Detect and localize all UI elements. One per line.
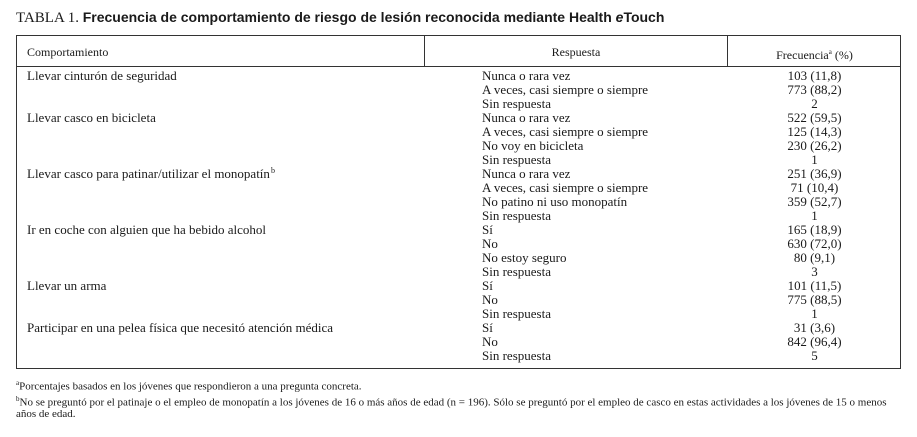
response-cell: Nunca o rara vez <box>482 110 571 125</box>
response-cell: A veces, casi siempre o siempre <box>482 82 649 97</box>
frequency-cell: 101 (11,5) <box>787 278 842 293</box>
table-row <box>17 97 900 111</box>
response-cell: Sin respuesta <box>482 264 551 279</box>
header-frequency: Frecuencia$^a$ (%) <box>776 48 853 62</box>
table-row <box>17 237 900 251</box>
response-cell: No voy en bicicleta <box>482 138 584 153</box>
frequency-cell: 125 (14,3) <box>787 124 842 139</box>
frequency-cell: 522 (59,5) <box>787 110 842 125</box>
response-cell: Sin respuesta <box>482 208 551 223</box>
table-row <box>17 251 900 265</box>
footnote-a: $^a$Porcentajes basados en los jóvenes que respondieron a una pregunta concreta. <box>16 379 362 393</box>
frequency-cell: 842 (96,4) <box>787 334 842 349</box>
table-row <box>17 195 900 209</box>
response-cell: No <box>482 236 498 251</box>
response-cell: No <box>482 334 498 349</box>
table-row <box>17 279 900 293</box>
table-row <box>17 153 900 167</box>
header-response: Respuesta <box>424 36 728 66</box>
table-row <box>17 293 900 307</box>
frequency-cell: 31 (3,6) <box>793 320 836 335</box>
frequency-cell: 1 <box>811 208 818 223</box>
frequency-cell: 359 (52,7) <box>787 194 842 209</box>
behavior-cell: Llevar un arma <box>27 278 107 293</box>
table-caption: Frecuencia de comportamiento de riesgo de lesión reconocida mediante Health eTouch <box>82 9 665 25</box>
response-cell: Sí <box>482 320 493 335</box>
frequency-cell: 230 (26,2) <box>787 138 842 153</box>
table-row <box>17 349 900 363</box>
behavior-cell: Llevar casco en bicicleta <box>27 110 156 125</box>
behavior-cell: Ir en coche con alguien que ha bebido alcohol <box>27 222 266 237</box>
frequency-cell: 1 <box>811 152 818 167</box>
response-cell: No estoy seguro <box>482 250 567 265</box>
response-cell: Sin respuesta <box>482 96 551 111</box>
table-row <box>17 111 900 125</box>
frequency-cell: 630 (72,0) <box>787 236 842 251</box>
frequency-cell: 1 <box>811 306 818 321</box>
frequency-cell: 773 (88,2) <box>787 82 842 97</box>
response-cell: A veces, casi siempre o siempre <box>482 124 649 139</box>
behavior-cell: Llevar cinturón de seguridad <box>27 68 177 83</box>
table-row <box>17 265 900 279</box>
table-row <box>17 139 900 153</box>
frequency-cell: 165 (18,9) <box>787 222 842 237</box>
table-row <box>17 181 900 195</box>
response-cell: Sin respuesta <box>482 348 551 363</box>
table-row <box>17 321 900 335</box>
table-row <box>17 335 900 349</box>
frequency-cell: 71 (10,4) <box>790 180 839 195</box>
table-row <box>17 69 900 83</box>
table-row <box>17 209 900 223</box>
table-header <box>17 36 900 67</box>
table-row <box>17 307 900 321</box>
response-cell: No patino ni uso monopatín <box>482 194 628 209</box>
table-number: TABLA 1. <box>16 10 79 26</box>
frequency-cell: 775 (88,5) <box>787 292 842 307</box>
response-cell: No <box>482 292 498 307</box>
frequency-cell: 103 (11,8) <box>787 68 842 83</box>
table-title <box>16 9 664 27</box>
frequency-cell: 251 (36,9) <box>787 166 842 181</box>
response-cell: Nunca o rara vez <box>482 68 571 83</box>
table-row <box>17 223 900 237</box>
table-row <box>17 83 900 97</box>
response-cell: Sin respuesta <box>482 306 551 321</box>
response-cell: Sí <box>482 278 493 293</box>
frequency-cell: 3 <box>811 264 818 279</box>
response-cell: Sin respuesta <box>482 152 551 167</box>
table-row <box>17 167 900 181</box>
data-table <box>16 35 901 369</box>
response-cell: A veces, casi siempre o siempre <box>482 180 649 195</box>
frequency-cell: 80 (9,1) <box>793 250 836 265</box>
response-cell: Nunca o rara vez <box>482 166 571 181</box>
behavior-cell: Participar en una pelea física que necesitó atención médica <box>27 320 334 335</box>
behavior-cell: Llevar casco para patinar/utilizar el monopatín <box>27 166 270 181</box>
footnote-b: $^b$No se preguntó por el patinaje o el empleo de monopatín a los jóvenes de 16 o más años de edad (n = 196). Sólo se preguntó por el empleo de casco en estas actividades a los jóvenes de 15 o menos años de edad. <box>16 394 887 421</box>
footnote-mark: b <box>271 166 275 175</box>
header-behavior: Comportamiento <box>27 45 109 59</box>
footnotes <box>16 377 906 420</box>
response-cell: Sí <box>482 222 493 237</box>
table-row <box>17 125 900 139</box>
frequency-cell: 5 <box>811 348 818 363</box>
frequency-cell: 2 <box>811 96 818 111</box>
